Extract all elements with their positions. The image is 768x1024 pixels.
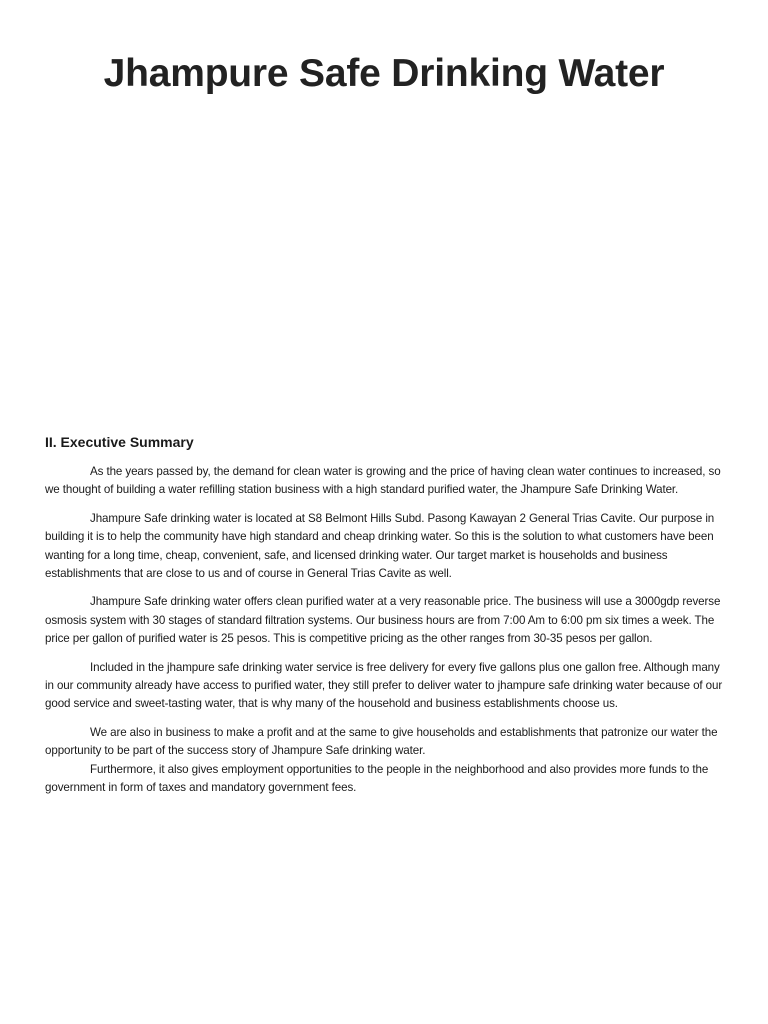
document-title: Jhampure Safe Drinking Water [103,52,665,95]
paragraph-1: As the years passed by, the demand for clean water is growing and the price of having clean water continues to increased, so we thought of building a water refilling station business with a high standard purified water, the Jhampure Safe Drinking Water. [45,465,721,497]
paragraph-4: Included in the jhampure safe drinking water service is free delivery for every five gallons plus one gallon free. Although many in our community already have access to purified water, they still prefer to deliver water to jhampure safe drinking water because of our good service and sweet-tasting water, that is why many of the household and business establishments choose us. [45,660,723,711]
paragraph-6: Furthermore, it also gives employment opportunities to the people in the neighborhood and also provides more funds to the government in form of taxes and mandatory government fees. [45,762,709,795]
paragraph-2: Jhampure Safe drinking water is located at S8 Belmont Hills Subd. Pasong Kawayan 2 General Trias Cavite. Our purpose in building it is to help the community have high standard and cheap drinking water. So this is the solution to what customers have been wanting for a long time, cheap, convenient, safe, and licensed drinking water. Our target market is households and business establishments that are close to us and of course in General Trias Cavite as well. [45,511,715,581]
executive-summary-section [45,434,725,808]
paragraph-5: We are also in business to make a profit and at the same to give households and establishments that patronize our water the opportunity to be part of the success story of Jhampure Safe drinking water. [45,725,718,758]
section-heading: II. Executive Summary [45,434,194,450]
paragraph-3: Jhampure Safe drinking water offers clean purified water at a very reasonable price. The business will use a 3000gdp reverse osmosis system with 30 stages of standard filtration systems. Our business hours are from 7:00 Am to 6:00 pm six times a week. The price per gallon of purified water is 25 pesos. This is competitive pricing as the other ranges from 30-35 pesos per gallon. [45,595,721,646]
